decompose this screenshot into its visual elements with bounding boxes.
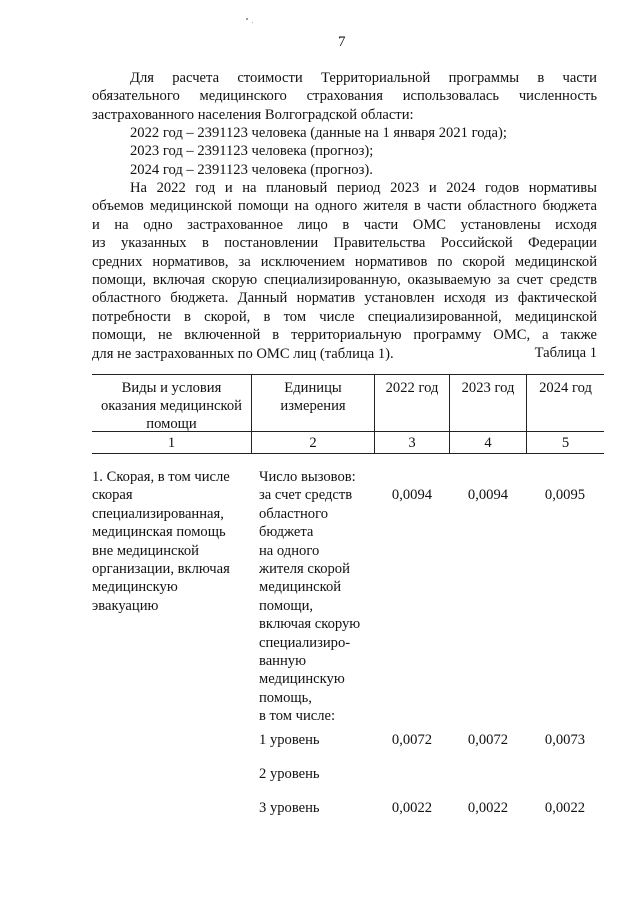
header-text: Виды и условия [121, 380, 222, 396]
page-number: 7 [338, 34, 346, 50]
text-line: областного бюджета. Данный норматив установлен исходя из фактической [92, 290, 597, 307]
text-line: потребности в скорой, в том числе специализированной, медицинской [92, 308, 597, 325]
cell-text: в том числе: [259, 708, 336, 725]
text-line: объемов медицинской помощи на одного жителя в части областного бюджета [92, 198, 597, 215]
level-1-value-2022: 0,0072 [391, 732, 433, 748]
text-line: На 2022 год и на плановый период 2023 и 2024 годов нормативы [130, 180, 597, 196]
cell-text: помощи, [259, 597, 314, 614]
population-list [92, 124, 597, 179]
text-line: средних нормативов, за исключением нормативов по скорой медицинской [92, 253, 597, 270]
text-line: помощи, не включенной в территориальную программу ОМС, а также [92, 327, 597, 344]
table-caption: Таблица 1 [534, 345, 597, 361]
level-3-value-2022: 0,0022 [391, 800, 433, 816]
level-3-value-2023: 0,0022 [467, 800, 509, 816]
cell-text: медицинская помощь [92, 524, 226, 541]
header-2024: 2024 год [539, 380, 592, 396]
cell-text: бюджета [259, 524, 314, 541]
cell-text: медицинскую [92, 579, 178, 596]
header-units [252, 379, 374, 415]
text-line: из указанных в постановлении Правительства Российской Федерации [92, 235, 597, 252]
value-2023: 0,0094 [467, 487, 509, 503]
text-line: застрахованного населения Волгоградской области: [92, 106, 414, 123]
paragraph-normatives [92, 179, 597, 363]
level-3-value-2024: 0,0022 [544, 800, 586, 816]
header-text: Единицы [284, 380, 342, 396]
cell-text: эвакуацию [92, 597, 159, 614]
header-types-conditions [92, 379, 251, 433]
cell-text: скорая [92, 487, 133, 504]
column-number-5: 5 [561, 435, 570, 451]
population-2023: 2023 год – 2391123 человека (прогноз); [130, 143, 374, 160]
column-number-1: 1 [167, 435, 176, 451]
cell-text: помощь, [259, 689, 312, 706]
cell-text: вне медицинской [92, 542, 199, 559]
scan-speck [252, 22, 253, 23]
cell-text: специализированная, [92, 505, 224, 522]
cell-text: жителя скорой [259, 561, 350, 578]
header-2022: 2022 год [385, 380, 439, 396]
level-1-value-2024: 0,0073 [544, 732, 586, 748]
text-line: помощи, включая скорую специализированную, оказываемую за счет средств [92, 272, 597, 289]
level-1-label: 1 уровень [259, 732, 320, 748]
cell-text: 1. Скорая, в том числе [92, 469, 230, 485]
column-number-4: 4 [484, 435, 492, 451]
cell-text: организации, включая [92, 561, 230, 578]
cell-text: ванную [259, 653, 306, 670]
text-line: и на одно застрахованное лицо в части ОМС установлены исходя [92, 216, 597, 233]
table-top-border [92, 374, 604, 375]
level-2-label: 2 уровень [259, 766, 320, 782]
column-number-3: 3 [408, 435, 416, 451]
scan-speck [246, 18, 248, 20]
row-ambulance-type [92, 468, 252, 615]
text-line: обязательного медицинского страхования использовалась численность [92, 88, 597, 105]
column-number-2: 2 [309, 435, 317, 451]
level-1-value-2023: 0,0072 [467, 732, 509, 748]
cell-text: областного [259, 505, 328, 522]
text-line: Для расчета стоимости Территориальной программы в части [130, 70, 597, 86]
paragraph-insured-population [92, 69, 597, 124]
population-2024: 2024 год – 2391123 человека (прогноз). [130, 161, 373, 178]
value-2024: 0,0095 [544, 487, 586, 503]
header-2023: 2023 год [461, 380, 515, 396]
cell-text: медицинскую [259, 671, 345, 688]
header-text: измерения [280, 398, 346, 414]
cell-text: специализиро- [259, 634, 351, 651]
level-3-label: 3 уровень [259, 800, 320, 816]
value-2022: 0,0094 [391, 487, 433, 503]
cell-text: медицинской [259, 579, 342, 596]
cell-text: на одного [259, 542, 320, 559]
header-text: оказания медицинской [101, 398, 242, 414]
population-2022: 2022 год – 2391123 человека (данные на 1 января 2021 года); [130, 125, 507, 141]
cell-text: за счет средств [259, 487, 353, 504]
header-text: помощи [146, 416, 197, 432]
table-number-row-divider [92, 453, 604, 454]
cell-text: Число вызовов: [259, 469, 356, 485]
text-line: для не застрахованных по ОМС лиц (таблица 1). [92, 345, 394, 362]
row-ambulance-units [259, 468, 379, 726]
cell-text: включая скорую [259, 616, 361, 633]
